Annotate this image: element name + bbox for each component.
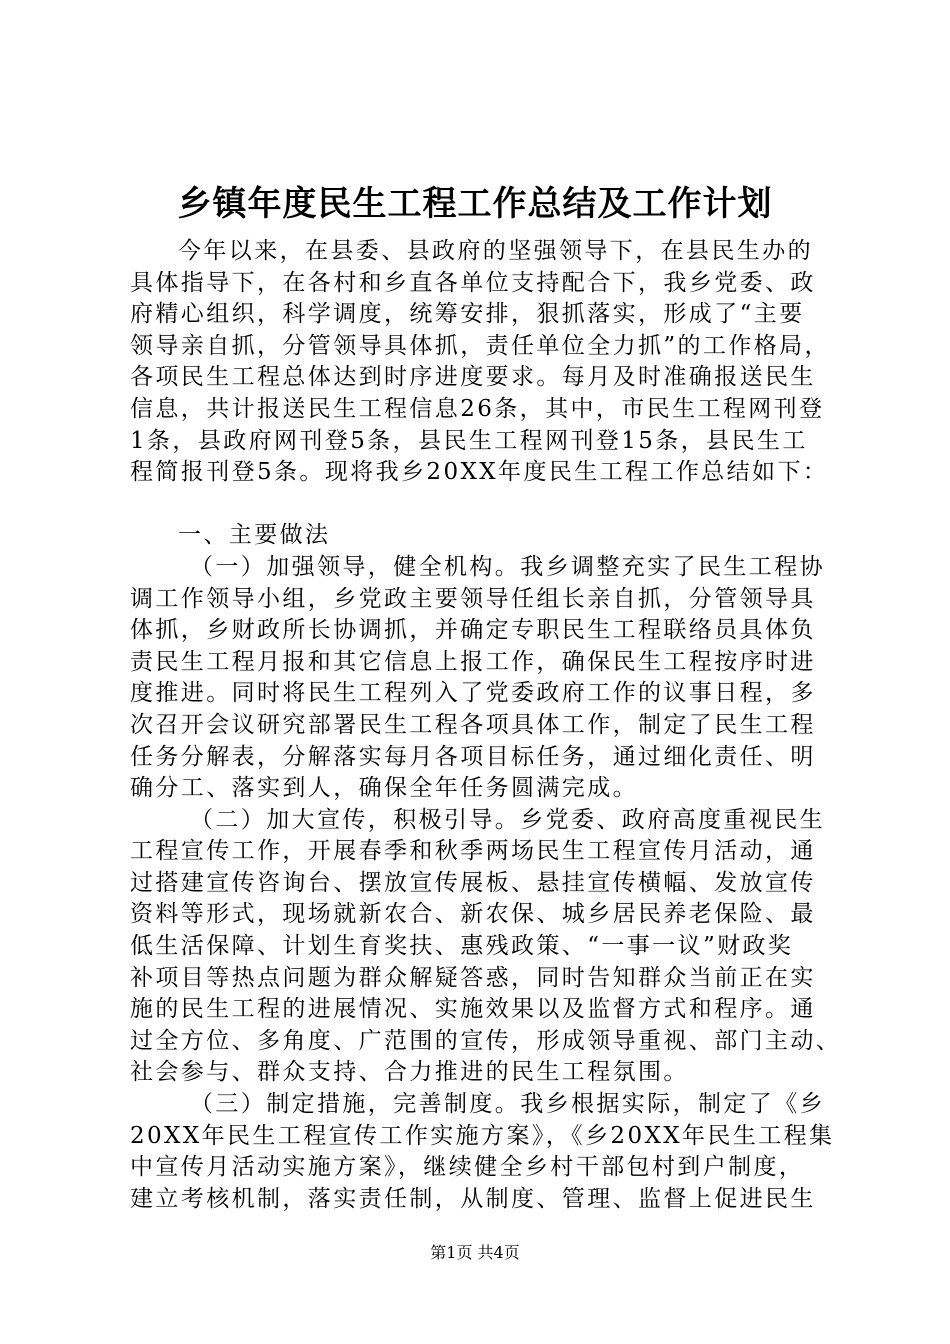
paragraph-line: （一）加强领导，健全机构。我乡调整充实了民生工程协 — [190, 553, 825, 580]
page-footer: 第1页 共4页 — [430, 1243, 520, 1262]
paragraph-line: 过搭建宣传咨询台、摆放宣传展板、悬挂宣传横幅、发放宣传 — [130, 869, 816, 896]
paragraph-line: 建立考核机制，落实责任制，从制度、管理、监督上促进民生 — [130, 1185, 816, 1212]
paragraph-line: 程简报刊登5条。现将我乡20XX年度民生工程工作总结如下： — [130, 459, 829, 486]
paragraph-line: 确分工、落实到人，确保全年任务圆满完成。 — [130, 775, 638, 802]
paragraph-line: （二）加大宣传，积极引导。乡党委、政府高度重视民生 — [190, 806, 825, 833]
paragraph-line: 低生活保障、计划生育奖扶、惠残政策、“一事一议”财政奖 — [130, 933, 794, 960]
paragraph-line: 任务分解表，分解落实每月各项目标任务，通过细化责任、明 — [130, 743, 816, 770]
paragraph-line: 20XX年民生工程宣传工作实施方案》，《乡20XX年民生工程集 — [130, 1122, 835, 1149]
paragraph-line: 度推进。同时将民生工程列入了党委政府工作的议事日程，多 — [130, 680, 816, 707]
paragraph-line: 中宣传月活动实施方案》，继续健全乡村干部包村到户制度， — [130, 1154, 805, 1181]
paragraph-line: 工程宣传工作，开展春季和秋季两场民生工程宣传月活动，通 — [130, 838, 816, 865]
paragraph-line: 资料等形式，现场就新农合、新农保、城乡居民养老保险、最 — [130, 901, 816, 928]
paragraph-line: 具体指导下，在各村和乡直各单位支持配合下，我乡党委、政 — [130, 269, 816, 296]
paragraph-line: 府精心组织，科学调度，统筹安排，狠抓落实，形成了“主要 — [130, 301, 805, 328]
document-body — [130, 236, 842, 1215]
paragraph-line: 1条，县政府网刊登5条，县民生工程网刊登15条，县民生工 — [130, 427, 808, 454]
paragraph-line: 领导亲自抓，分管领导具体抓，责任单位全力抓”的工作格局， — [130, 332, 830, 359]
paragraph-line: 今年以来，在县委、县政府的坚强领导下，在县民生办的 — [178, 238, 813, 264]
paragraph-line: 施的民生工程的进展情况、实施效果以及监督方式和程序。通 — [130, 996, 816, 1023]
section-heading: 一、主要做法 — [178, 522, 331, 549]
paragraph-line: 各项民生工程总体达到时序进度要求。每月及时准确报送民生 — [130, 364, 816, 391]
paragraph-line: 过全方位、多角度、广范围的宣传，形成领导重视、部门主动、 — [130, 1027, 842, 1054]
paragraph-line: （三）制定措施，完善制度。我乡根据实际，制定了《乡 — [190, 1091, 825, 1118]
document-title: 乡镇年度民生工程工作总结及工作计划 — [177, 184, 773, 224]
paragraph-line: 信息，共计报送民生工程信息26条，其中，市民生工程网刊登 — [130, 395, 825, 422]
paragraph-line: 责民生工程月报和其它信息上报工作，确保民生工程按序时进 — [130, 648, 816, 675]
paragraph-line: 次召开会议研究部署民生工程各项具体工作，制定了民生工程 — [130, 711, 816, 738]
blank-line — [130, 489, 830, 521]
paragraph-line: 体抓，乡财政所长协调抓，并确定专职民生工程联络员具体负 — [130, 617, 816, 644]
paragraph-line: 社会参与、群众支持、合力推进的民生工程氛围。 — [130, 1059, 689, 1086]
paragraph-line: 补项目等热点问题为群众解疑答惑，同时告知群众当前正在实 — [130, 964, 816, 991]
paragraph-line: 调工作领导小组，乡党政主要领导任组长亲自抓，分管领导具 — [130, 585, 816, 612]
